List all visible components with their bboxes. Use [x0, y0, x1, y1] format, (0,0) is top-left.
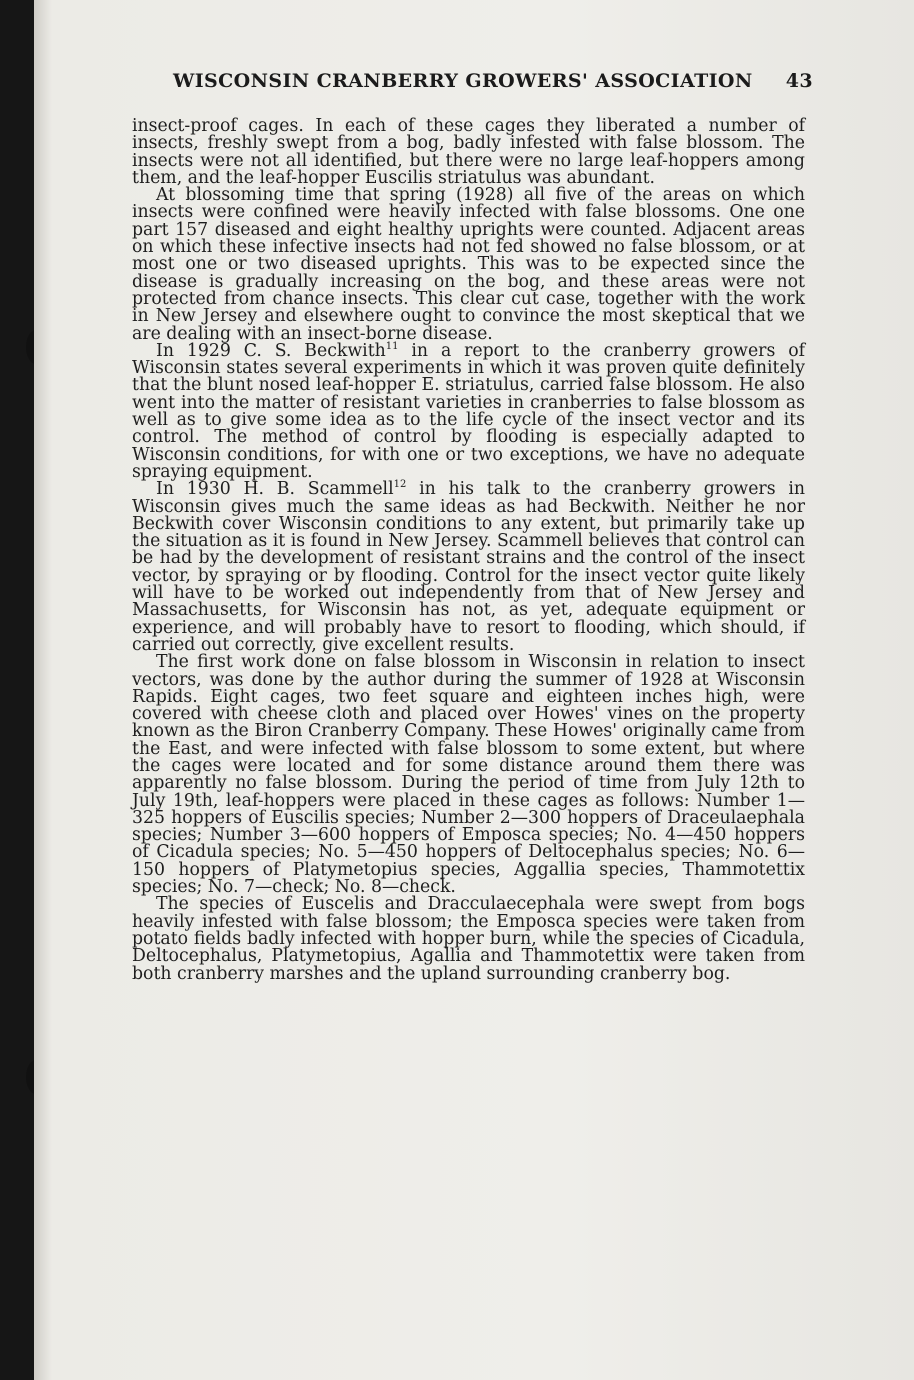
running-header: [173, 70, 813, 92]
paragraph: At blossoming time that spring (1928) all five of the areas on which insects were confined were heavily infected with false blossoms. One one part 157 diseased and eight healthy uprights were counted. Adjacent areas on which these infective insects had not fed showed no false blossom, or at most one or two diseased uprights. This was to be expected since the disease is gradually increasing on the bog, and these areas were not protected from chance insects. This clear cut case, together with the work in New Jersey and elsewhere ought to convince the most skeptical that we are dealing with an insect-borne disease.: [132, 185, 805, 344]
footnote-marker: 12: [393, 479, 407, 491]
paragraph: insect-proof cages. In each of these cages they liberated a number of insects, freshly swept from a bog, badly infested with false blossom. The insects were not all identified, but there were no large leaf-hoppers among them, and the leaf-hopper Euscilis striatulus was abundant.: [132, 116, 805, 188]
footnote-marker: 11: [385, 341, 399, 353]
paragraph: In 1929 C. S. Beckwith$^{11}$ in a report to the cranberry growers of Wisconsin states several experiments in which it was proven quite definitely that the blunt nosed leaf-hopper E. striatulus, carried false blossom. He also went into the matter of resistant varieties in cranberries to false blossom as well as to give some idea as to the life cycle of the insect vector and its control. The method of control by flooding is especially adapted to Wisconsin conditions, for with one or two exceptions, we have no adequate spraying equipment.: [132, 340, 805, 482]
header-title: WISCONSIN CRANBERRY GROWERS' ASSOCIATION: [173, 70, 753, 92]
page-number: 43: [785, 70, 813, 92]
paragraph: In 1930 H. B. Scammell$^{12}$ in his talk to the cranberry growers in Wisconsin gives much the same ideas as had Beckwith. Neither he nor Beckwith cover Wisconsin conditions to any extent, but primarily take up the situation as it is found in New Jersey. Scammell believes that control can be had by the development of resistant strains and the control of the insect vector, by spraying or by flooding. Control for the insect vector quite likely will have to be worked out independently from that of New Jersey and Massachusetts, for Wisconsin has not, as yet, adequate equipment or experience, and will probably have to resort to flooding, which should, if carried out correctly, give excellent results.: [132, 479, 806, 655]
paragraph: The species of Euscelis and Dracculaecephala were swept from bogs heavily infested with false blossom; the Emposca species were taken from potato fields badly infected with hopper burn, while the species of Cicadula, Deltocephalus, Platymetopius, Agallia and Thammotettix were taken from both cranberry marshes and the upland surrounding cranberry bog.: [132, 894, 805, 984]
body-text: [132, 118, 805, 983]
paper-specks: [140, 1175, 200, 1295]
paragraph: The first work done on false blossom in Wisconsin in relation to insect vectors, was done by the author during the summer of 1928 at Wisconsin Rapids. Eight cages, two feet square and eighteen inches high, were covered with cheese cloth and placed over Howes' vines on the property known as the Biron Cranberry Company. These Howes' originally came from the East, and were infected with false blossom to some extent, but where the cages were located and for some distance around them there was apparently no false blossom. During the period of time from July 12th to July 19th, leaf-hoppers were placed in these cages as follows: Number 1—325 hoppers of Euscilis species; Number 2—300 hoppers of Draceulaephala species; Number 3—600 hoppers of Emposca species; No. 4—450 hoppers of Cicadula species; No. 5—450 hoppers of Deltocephalus species; No. 6—150 hoppers of Platymetopius species, Aggallia species, Thammotettix species; No. 7—check; No. 8—check.: [132, 652, 805, 898]
binding-edge: [0, 0, 34, 1380]
